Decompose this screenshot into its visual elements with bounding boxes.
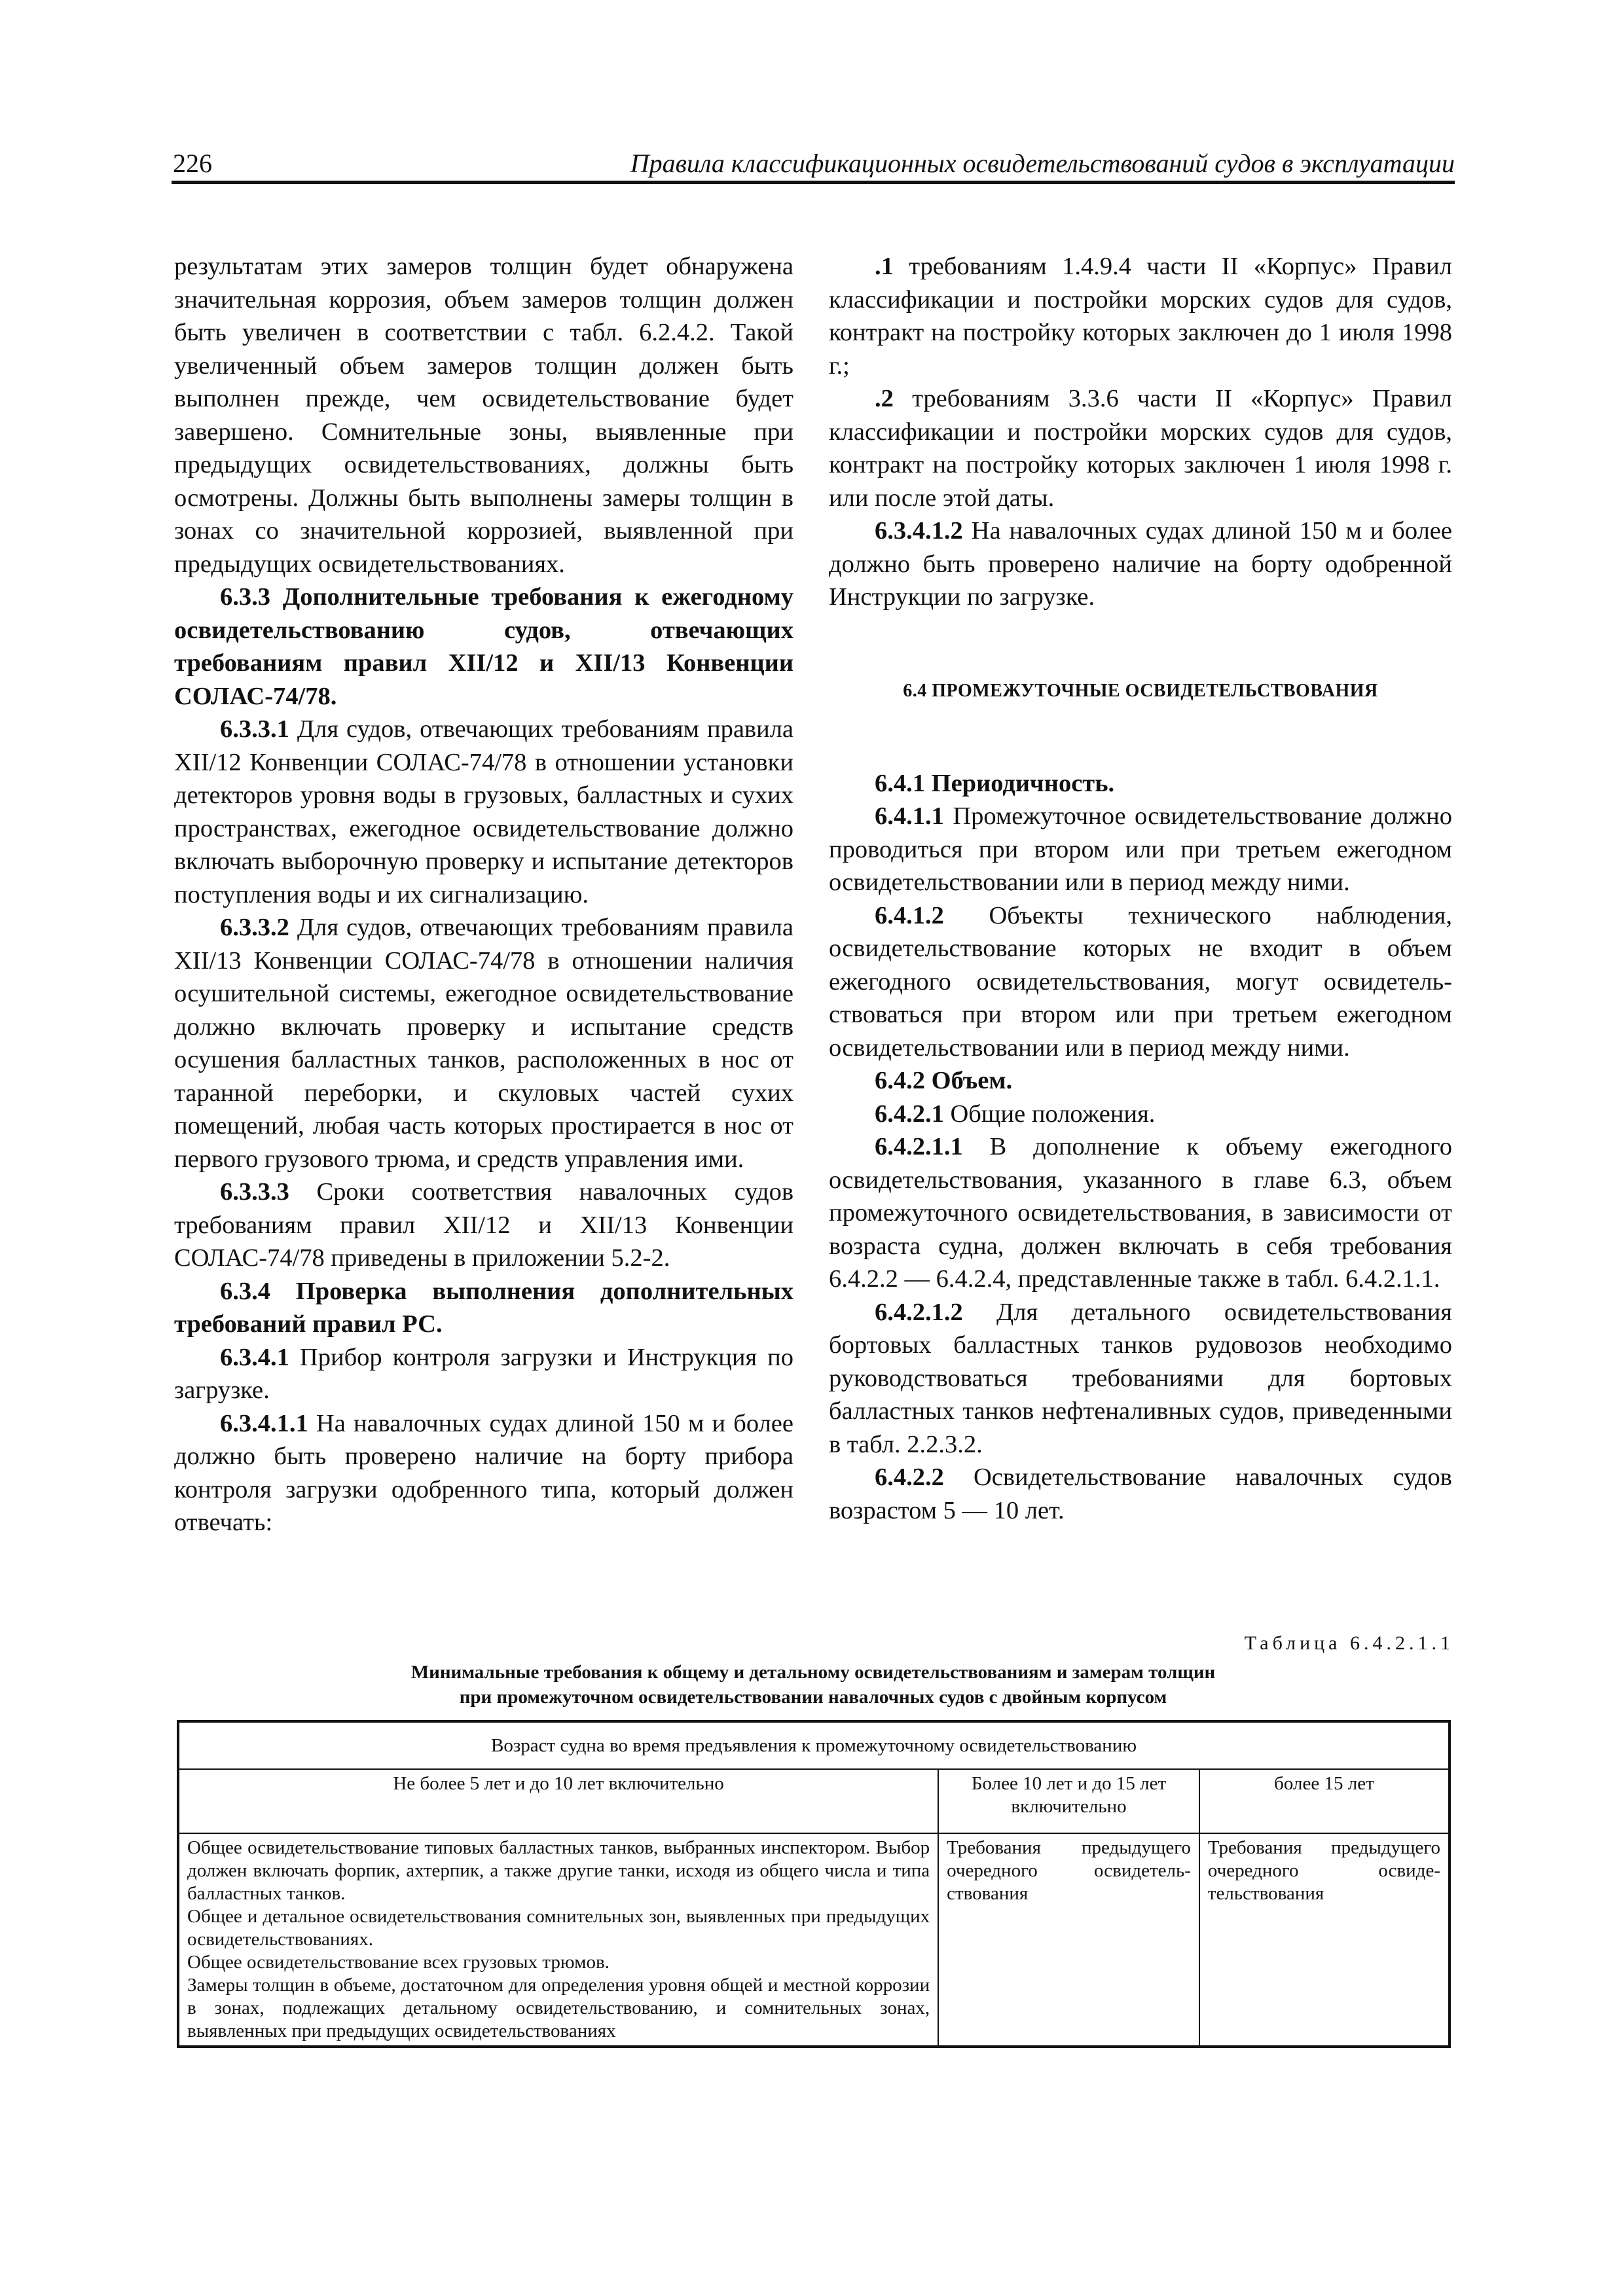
paragraph-6-4-1-2: 6.4.1.2 Объекты технического наблюдения, освидетельствование которых не входит в объем ежегодного освидетельствования, могут освидетельствоваться при втором или при третьем ежегодном освидетельствовании или в период между ними.	[829, 901, 1453, 1062]
list-item-2: .2 требованиям 3.3.6 части II «Корпус» Правил классификации и постройки морских судов для судов, контракт на постройку которых заключен 1 июля 1998 г. или после этой даты.	[829, 385, 1452, 512]
heading-6-4-1: 6.4.1 Периодичность.	[875, 769, 1115, 797]
paragraph-6-3-4-1-2: 6.3.4.1.2 На навалочных судах длиной 150 м и более должно быть проверено наличие на борту одобренной Инструкции по загрузке.	[829, 517, 1452, 611]
table-header-row	[178, 1769, 1450, 1833]
paragraph-6-3-3-2: 6.3.3.2 Для судов, отвечающих требованиям правила XII/13 Конвенции СОЛАС-74/78 в отношении наличия осушительной системы, ежегодное освидетельствование должно включать проверку и испытание средств осушения балластных танков, расположенных в нос от таранной переборки, и скуловых частей сухих помещений, любая часть которых простирается в нос от первого грузового трюма, и средств управления ими.	[174, 914, 793, 1173]
table-cell: Общее освидетельствование типовых балластных танков, выбранных инспектором. Выбор должен включать форпик, ахтерпик, а также другие танки, исходя из общего числа и типа балластных танков. Общее и детальное освидетельствования сомнительных зон, выявленных при предыдущих освидетельствованиях. Общее освидетельствование всех грузовых трюмов. Замеры толщин в объеме, достаточном для определения уровня общей и местной коррозии в зонах, подлежащих детальному освидетельствованию, и сомнительных зонах, выявленных при предыдущих освидетельствованиях	[178, 1833, 938, 2047]
requirements-table	[177, 1720, 1451, 2048]
table-row	[178, 1833, 1450, 2047]
table-group-header: Возраст судна во время предъявления к промежуточному освидетельствованию	[178, 1721, 1450, 1769]
table-label: Таблица 6.4.2.1.1	[1244, 1632, 1454, 1654]
column-header: более 15 лет	[1199, 1769, 1450, 1833]
paragraph-6-4-2-1-2: 6.4.2.1.2 Для детального освидетельствования бортовых балластных танков рудовозов необходимо руководствоваться требованиями для бортовых балластных танков нефтеналивных судов, приведенными в табл. 2.2.3.2.	[829, 1298, 1453, 1458]
section-title-6-4: 6.4 ПРОМЕЖУТОЧНЫЕ ОСВИДЕТЕЛЬСТВОВАНИЯ	[903, 680, 1378, 701]
heading-6-4-2: 6.4.2 Объем.	[875, 1067, 1013, 1094]
table-caption	[172, 1660, 1455, 1710]
page-number: 226	[173, 149, 212, 178]
table-cell: Требования предыдущего очередного освидетельствования	[1199, 1833, 1450, 2047]
paragraph-6-3-4-1-1: 6.3.4.1.1 На навалочных судах длиной 150 м и более должно быть проверено наличие на борту прибора контроля загрузки одобренного типа, который должен отвечать:	[174, 1409, 793, 1536]
heading-6-3-4: 6.3.4 Проверка выполнения дополнительных требований правил РС.	[174, 1277, 793, 1338]
paragraph-6-3-3-3: 6.3.3.3 Сроки соответствия навалочных судов требованиям правил XII/12 и XII/13 Конвенции СОЛАС-74/78 приведены в приложении 5.2-2.	[174, 1178, 793, 1272]
paragraph: результатам этих замеров толщин будет обнаружена значительная коррозия, объем замеров толщин должен быть увеличен в соответствии с табл. 6.2.4.2. Такой увеличенный объем замеров толщин должен быть выполнен прежде, чем освидетельствование будет завершено. Сомнительные зоны, выявленные при предыдущих освидетельствованиях, должны быть осмотрены. Должны быть выполнены замеры толщин в зонах со значительной коррозией, выявленной при предыдущих освидетельствованиях.	[174, 253, 793, 578]
column-header: Не более 5 лет и до 10 лет включительно	[178, 1769, 938, 1833]
table-caption-line-2: при промежуточном освидетельствовании навалочных судов с двойным корпусом	[459, 1687, 1167, 1708]
running-title: Правила классификационных освидетельствований судов в эксплуатации	[630, 149, 1455, 178]
right-column	[829, 250, 1452, 1527]
page-header	[172, 143, 1455, 184]
column-header: Более 10 лет и до 15 лет включительно	[938, 1769, 1199, 1833]
table-caption-line-1: Минимальные требования к общему и детальному освидетельствованиям и замерам толщин	[410, 1662, 1216, 1683]
paragraph-6-4-2-1-1: 6.4.2.1.1 В дополнение к объему ежегодного освидетельствования, указанного в главе 6.3, объем промежуточного освидетельствования, в зависимости от возраста судна, должен включать в себя требования 6.4.2.2 — 6.4.2.4, представленные также в табл. 6.4.2.1.1.	[829, 1133, 1452, 1293]
paragraph-6-3-4-1: 6.3.4.1 Прибор контроля загрузки и Инструкция по загрузке.	[174, 1343, 794, 1404]
paragraph-6-3-3-1: 6.3.3.1 Для судов, отвечающих требованиям правила XII/12 Конвенции СОЛАС-74/78 в отношении установки детекторов уровня воды в грузовых, балластных и сухих пространствах, ежегодное освидетельствование должно включать выборочную проверку и испытание детекторов поступления воды и их сигнализацию.	[174, 715, 793, 908]
left-column	[174, 250, 793, 1539]
table-cell: Требования предыдущего очередного освидетельствования	[938, 1833, 1199, 2047]
heading-6-3-3: 6.3.3 Дополнительные требования к ежегодному освидетельствованию судов, отвечающих требованиям правил XII/12 и XII/13 Конвенции СОЛАС-74/78.	[174, 583, 794, 710]
table-group-header-row	[178, 1721, 1450, 1769]
paragraph-6-4-2-2: 6.4.2.2 Освидетельствование навалочных судов возрастом 5 — 10 лет.	[829, 1463, 1452, 1524]
list-item-1: .1 требованиям 1.4.9.4 части II «Корпус» Правил классификации и постройки морских судов для судов, контракт на постройку которых заключен до 1 июля 1998 г.;	[829, 253, 1452, 380]
paragraph-6-4-2-1: 6.4.2.1 Общие положения.	[875, 1100, 1156, 1128]
paragraph-6-4-1-1: 6.4.1.1 Промежуточное освидетельствование должно проводиться при втором или при третьем ежегодном освидетельствовании или в период между ними.	[829, 802, 1452, 896]
